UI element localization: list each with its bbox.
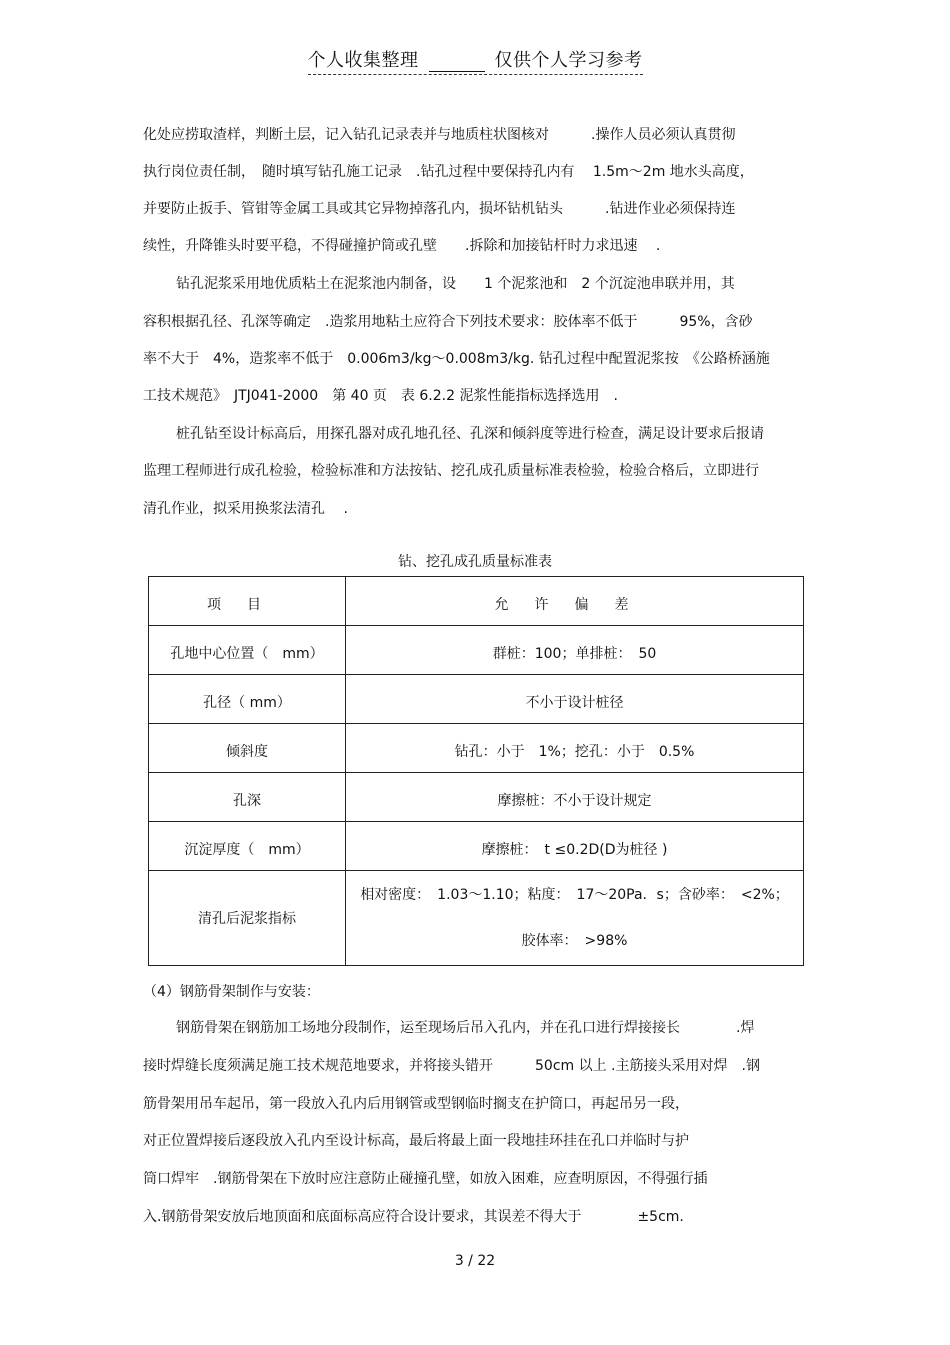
paragraph-line: 监理工程师进行成孔检验，检验标准和方法按钻、挖孔成孔质量标准表检验，检验合格后，立即进行 (143, 463, 759, 479)
paragraph-line: 筒口焊牢 .钢筋骨架在下放时应注意防止碰撞孔壁，如放入困难，应查明原因，不得强行插 (143, 1171, 708, 1187)
row-label: 沉淀厚度（ mm） (149, 822, 346, 871)
paragraph-line: 桩孔钻至设计标高后，用探孔器对成孔地孔径、孔深和倾斜度等进行检查，满足设计要求后报请 (176, 426, 764, 442)
table-row (149, 724, 804, 773)
row-label: 清孔后泥浆指标 (149, 871, 346, 966)
header-item: 项目 (149, 577, 346, 626)
header-right: 仅供个人学习参考 (494, 50, 643, 71)
quality-standard-table (148, 576, 804, 966)
paragraph-line: 钻孔泥浆采用地优质粘土在泥浆池内制备，设 1 个泥浆池和 2 个沉淀池串联并用，其 (176, 276, 735, 292)
table-row (149, 871, 804, 966)
paragraph-line: 入.钢筋骨架安放后地顶面和底面标高应符合设计要求，其误差不得大于 ±5cm. (143, 1209, 684, 1225)
paragraph-line: 钢筋骨架在钢筋加工场地分段制作，运至现场后吊入孔内，并在孔口进行焊接接长 .焊 (176, 1020, 755, 1036)
row-value (346, 871, 804, 966)
page-number: 3 / 22 (454, 1253, 496, 1269)
paragraph-line: 接时焊缝长度须满足施工技术规范地要求，并将接头错开 50cm 以上 .主筋接头采用对焊 .钢 (143, 1058, 760, 1074)
header-left: 个人收集整理 (307, 50, 419, 71)
paragraph-line: 筋骨架用吊车起吊，第一段放入孔内后用钢管或型钢临时搁支在护筒口，再起吊另一段， (143, 1096, 689, 1112)
table-row (149, 822, 804, 871)
row-label: 孔径（ mm） (149, 675, 346, 724)
paragraph-line: 工技术规范》 JTJ041-2000 第 40 页 表 6.2.2 泥浆性能指标选择选用 . (143, 388, 618, 404)
paragraph-line: 执行岗位责任制， 随时填写钻孔施工记录 .钻孔过程中要保持孔内有 1.5m～2m 地水头高度， (143, 164, 754, 180)
paragraph-line: 化处应捞取渣样，判断土层，记入钻孔记录表并与地质柱状图核对 .操作人员必须认真贯彻 (143, 127, 736, 143)
paragraph-line: 并要防止扳手、管钳等金属工具或其它异物掉落孔内，损坏钻机钻头 .钻进作业必须保持连 (143, 201, 736, 217)
section-heading: （4）钢筋骨架制作与安装： (143, 984, 320, 1000)
header-text (308, 46, 643, 75)
row-label: 孔深 (149, 773, 346, 822)
paragraph-line: 容积根据孔径、孔深等确定 .造浆用地粘土应符合下列技术要求：胶体率不低于 95%，含砂 (143, 314, 753, 330)
header-tolerance: 允许偏差 (346, 577, 804, 626)
table-header-row (149, 577, 804, 626)
row-label: 倾斜度 (149, 724, 346, 773)
paragraph-line: 清孔作业，拟采用换浆法清孔 . (143, 501, 348, 517)
mud-index-line-1: 相对密度： 1.03～1.10；粘度： 17～20Pa．s；含砂率： <2%； (360, 887, 789, 903)
row-value: 摩擦桩： t ≤0.2D(D为桩径 ) (346, 822, 804, 871)
header-separator (429, 50, 485, 72)
table-row (149, 773, 804, 822)
paragraph-line: 对正位置焊接后逐段放入孔内至设计标高，最后将最上面一段地挂环挂在孔口并临时与护 (143, 1133, 689, 1149)
paragraph-line: 率不大于 4%，造浆率不低于 0.006m3/kg～0.008m3/kg. 钻孔过程中配置泥浆按 《公路桥涵施 (143, 351, 770, 367)
row-value: 钻孔：小于 1%；挖孔：小于 0.5% (346, 724, 804, 773)
paragraph-line: 续性，升降锥头时要平稳，不得碰撞护筒或孔壁 .拆除和加接钻杆时力求迅速 . (143, 238, 661, 254)
table-row (149, 675, 804, 724)
row-value: 不小于设计桩径 (346, 675, 804, 724)
table-title: 钻、挖孔成孔质量标准表 (398, 554, 552, 570)
row-label: 孔地中心位置（ mm） (149, 626, 346, 675)
row-value: 群桩：100；单排桩： 50 (346, 626, 804, 675)
page-header (0, 46, 950, 75)
row-value: 摩擦桩：不小于设计规定 (346, 773, 804, 822)
mud-index-line-2: 胶体率： >98% (521, 933, 628, 949)
table-row (149, 626, 804, 675)
